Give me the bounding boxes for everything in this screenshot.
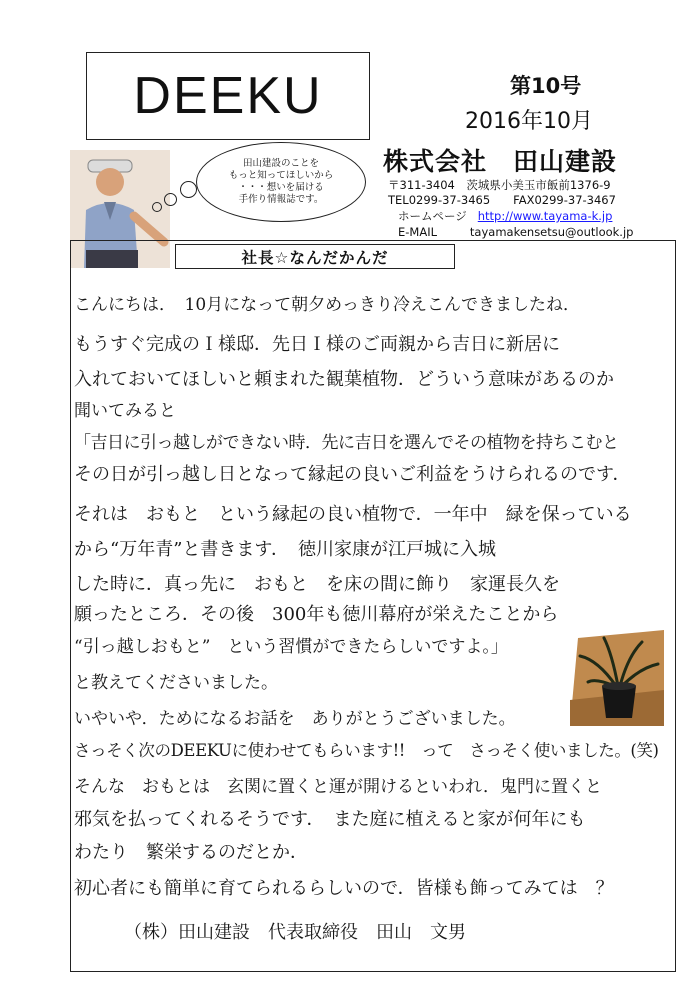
email-row: [398, 225, 633, 239]
homepage-row: [398, 209, 612, 223]
bubble-line: 田山建設のことを: [242, 158, 319, 169]
letter-line: 聞いてみると: [74, 401, 176, 421]
letter-line: それは おもと という縁起の良い植物で．一年中 緑を保っている: [74, 504, 632, 525]
bubble-line: もっと知ってほしいから: [228, 170, 334, 181]
letter-line: そんな おもとは 玄関に置くと運が開けるといわれ．鬼門に置くと: [74, 777, 603, 797]
letter-line: と教えてくださいました。: [74, 673, 278, 693]
section-heading-box: [175, 244, 455, 269]
homepage-label: ホームページ: [398, 209, 467, 223]
letter-line: 初心者にも簡単に育てられるらしいので．皆様も飾ってみては ？: [74, 878, 614, 899]
thought-dot-medium: [164, 193, 177, 206]
email-label: E-MAIL: [398, 225, 438, 239]
letter-signature: （株）田山建設 代表取締役 田山 文男: [124, 922, 466, 943]
letter-line: した時に．真っ先に おもと を床の間に飾り 家運長久を: [74, 574, 560, 595]
letter-line: こんにちは． 10月になって朝夕めっきり冷えこんできましたね．: [74, 295, 580, 315]
section-heading: 社長☆なんだかんだ: [241, 248, 389, 267]
letter-line: 願ったところ．その後 300年も徳川幕府が栄えたことから: [74, 604, 559, 625]
letter-line: その日が引っ越し日となって縁起の良いご利益をうけられるのです．: [74, 464, 631, 485]
company-tel-fax: TEL0299-37-3465 FAX0299-37-3467: [388, 193, 616, 207]
homepage-link[interactable]: http://www.tayama-k.jp: [477, 209, 613, 223]
bubble-line: 手作り情報誌です。: [238, 194, 324, 205]
letter-line: から“万年青”と書きます． 徳川家康が江戸城に入城: [74, 539, 496, 560]
company-name: 株式会社 田山建設: [383, 147, 618, 176]
newsletter-title-box: [86, 52, 370, 140]
newsletter-title: DEEKU: [133, 67, 323, 125]
thought-bubble-text: [229, 158, 334, 206]
bubble-line: ・・・想いを届ける: [238, 182, 324, 193]
letter-line: 「吉日に引っ越しができない時．先に吉日を選んでその植物を持ちこむと: [74, 433, 619, 453]
thought-dot-large: [180, 181, 197, 198]
letter-line: わたり 繁栄するのだとか．: [74, 842, 308, 863]
letter-line: 入れておいてほしいと頼まれた観葉植物．どういう意味があるのか: [74, 369, 614, 390]
letter-line: もうすぐ完成のＩ様邸．先日Ｉ様のご両親から吉日に新居に: [74, 334, 560, 355]
omoto-plant-photo: [568, 630, 666, 726]
letter-line: さっそく次のDEEKUに使わせてもらいます!! って さっそく使いました。(笑): [74, 741, 659, 760]
thought-dot-small: [152, 202, 162, 212]
company-address: 〒311-3404 茨城県小美玉市飯前1376-9: [388, 178, 611, 192]
email-address: tayamakensetsu@outlook.jp: [469, 225, 634, 239]
letter-line: 邪気を払ってくれるそうです． また庭に植えると家が何年にも: [74, 809, 586, 830]
issue-number: 第10号: [510, 74, 582, 98]
letter-line: いやいや．ためになるお話を ありがとうございました。: [74, 709, 516, 729]
letter-line: “引っ越しおもと” という習慣ができたらしいですよ。」: [74, 637, 508, 657]
issue-date: 2016年10月: [465, 109, 593, 134]
thought-bubble: [196, 142, 366, 222]
